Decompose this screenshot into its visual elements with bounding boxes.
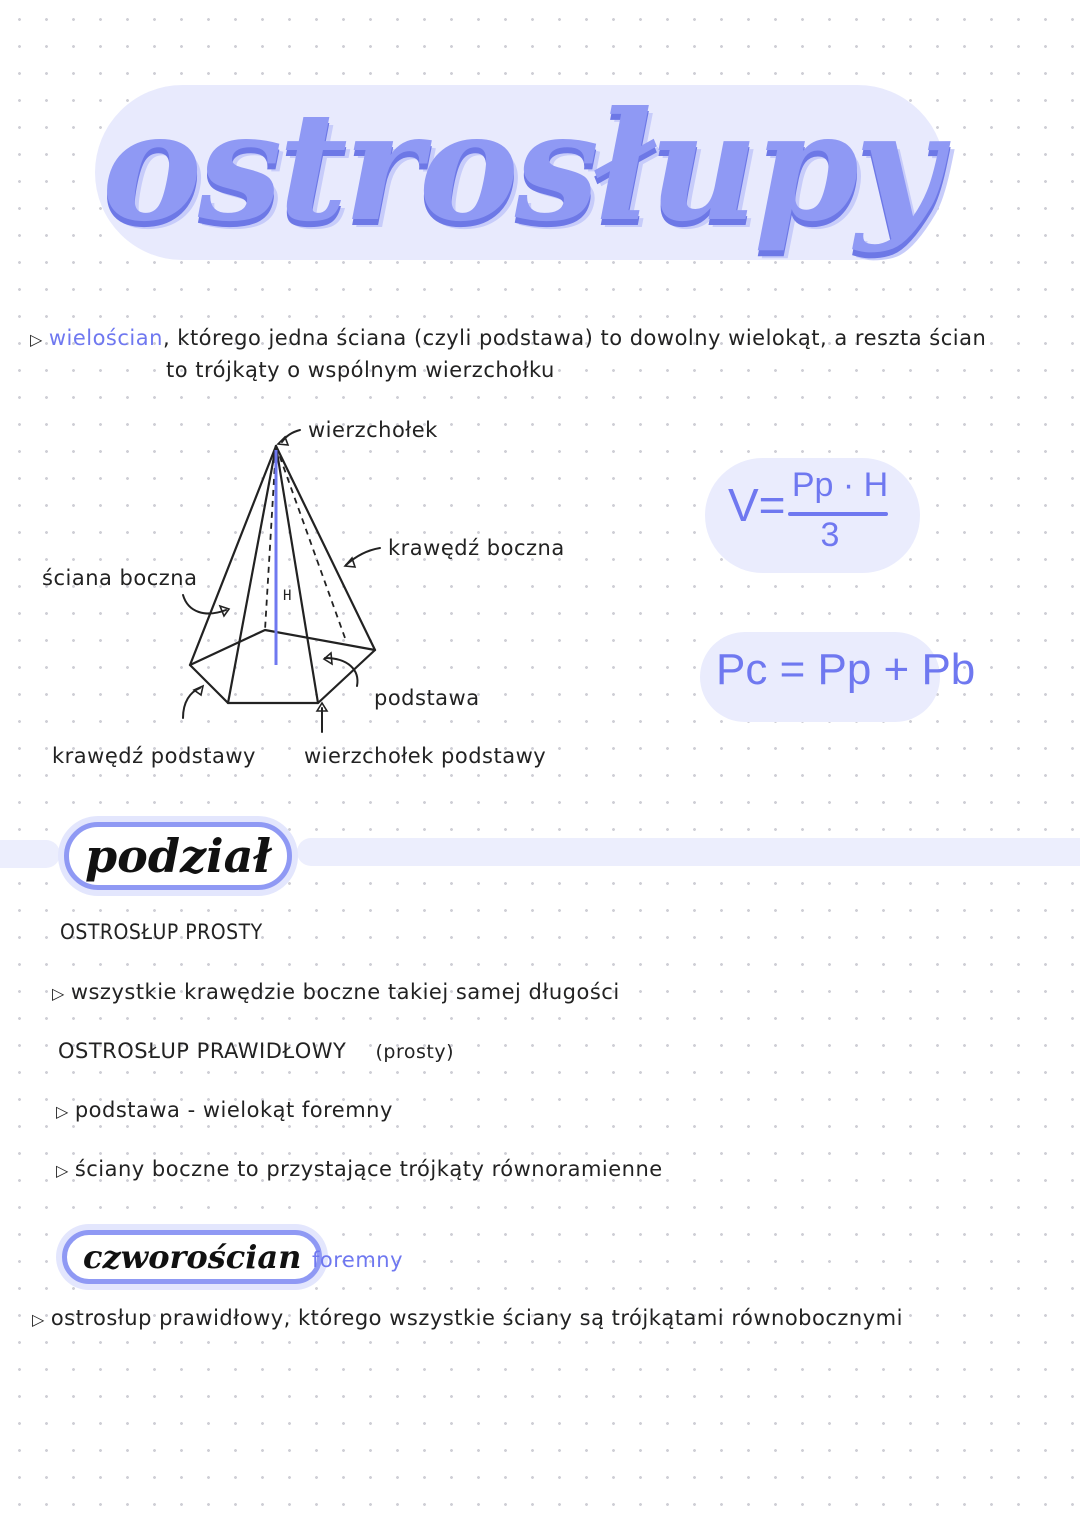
apex-pointer: [282, 430, 300, 442]
divider-right: [297, 838, 1080, 866]
volume-formula-denominator: 3: [820, 516, 840, 554]
type1-point: ▷ wszystkie krawędzie boczne takiej samej długości: [52, 980, 620, 1004]
lateral-edge: [276, 446, 375, 650]
definition-line-1: [30, 326, 986, 350]
lateral-edge: [190, 446, 276, 665]
lateral-edge: [276, 446, 318, 703]
lateral-edge-pointer: [346, 548, 380, 565]
section2-point: ▷ ostrosłup prawidłowy, którego wszystkie ściany są trójkątami równobocznymi: [32, 1306, 903, 1330]
type2-title-line: [58, 1039, 454, 1063]
definition-term: wielościan: [48, 326, 163, 350]
label-lateral-edge: krawędź boczna: [388, 536, 565, 560]
volume-formula-numerator: Pp · H: [791, 466, 889, 504]
label-base-edge: krawędź podstawy: [52, 744, 256, 768]
height-label: H: [283, 588, 292, 604]
lateral-edge: [228, 446, 276, 703]
type2-point-1: ▷ podstawa - wielokąt foremny: [56, 1098, 393, 1122]
label-apex: wierzchołek: [308, 418, 438, 442]
section-heading-podzial: podział: [64, 822, 292, 890]
hidden-edge: [276, 446, 345, 638]
volume-formula-lhs: V=: [728, 479, 786, 531]
page-title: ostrosłupy: [101, 79, 939, 255]
label-base: podstawa: [374, 686, 480, 710]
divider-left: [0, 840, 60, 868]
pyramid-base: [190, 630, 375, 703]
label-lateral-face: ściana boczna: [42, 566, 198, 590]
type1-title: OSTROSŁUP PROSTY: [60, 920, 263, 944]
triangle-right-icon: ▷: [30, 330, 43, 349]
definition-text-1: , którego jedna ściana (czyli podstawa) to dowolny wielokąt, a reszta ścian: [162, 326, 987, 350]
type2-point-2: ▷ ściany boczne to przystające trójkąty równoramienne: [56, 1157, 663, 1181]
definition-line-2: to trójkąty o wspólnym wierzchołku: [166, 358, 555, 382]
triangle-right-icon: ▷: [32, 1310, 45, 1329]
type2-note: (prosty): [375, 1041, 455, 1063]
triangle-right-icon: ▷: [56, 1161, 69, 1180]
pyramid-diagram: [0, 400, 640, 790]
lateral-face-pointer: [183, 595, 226, 614]
triangle-right-icon: ▷: [52, 984, 65, 1003]
type2-title: OSTROSŁUP PRAWIDŁOWY: [58, 1039, 347, 1063]
section-heading-czworoscian: czworościan: [62, 1230, 322, 1284]
section2-qualifier: foremny: [312, 1248, 404, 1272]
area-formula: Pc = Pp + Pb: [716, 645, 976, 694]
label-base-vertex: wierzchołek podstawy: [304, 744, 547, 768]
triangle-right-icon: ▷: [56, 1102, 69, 1121]
